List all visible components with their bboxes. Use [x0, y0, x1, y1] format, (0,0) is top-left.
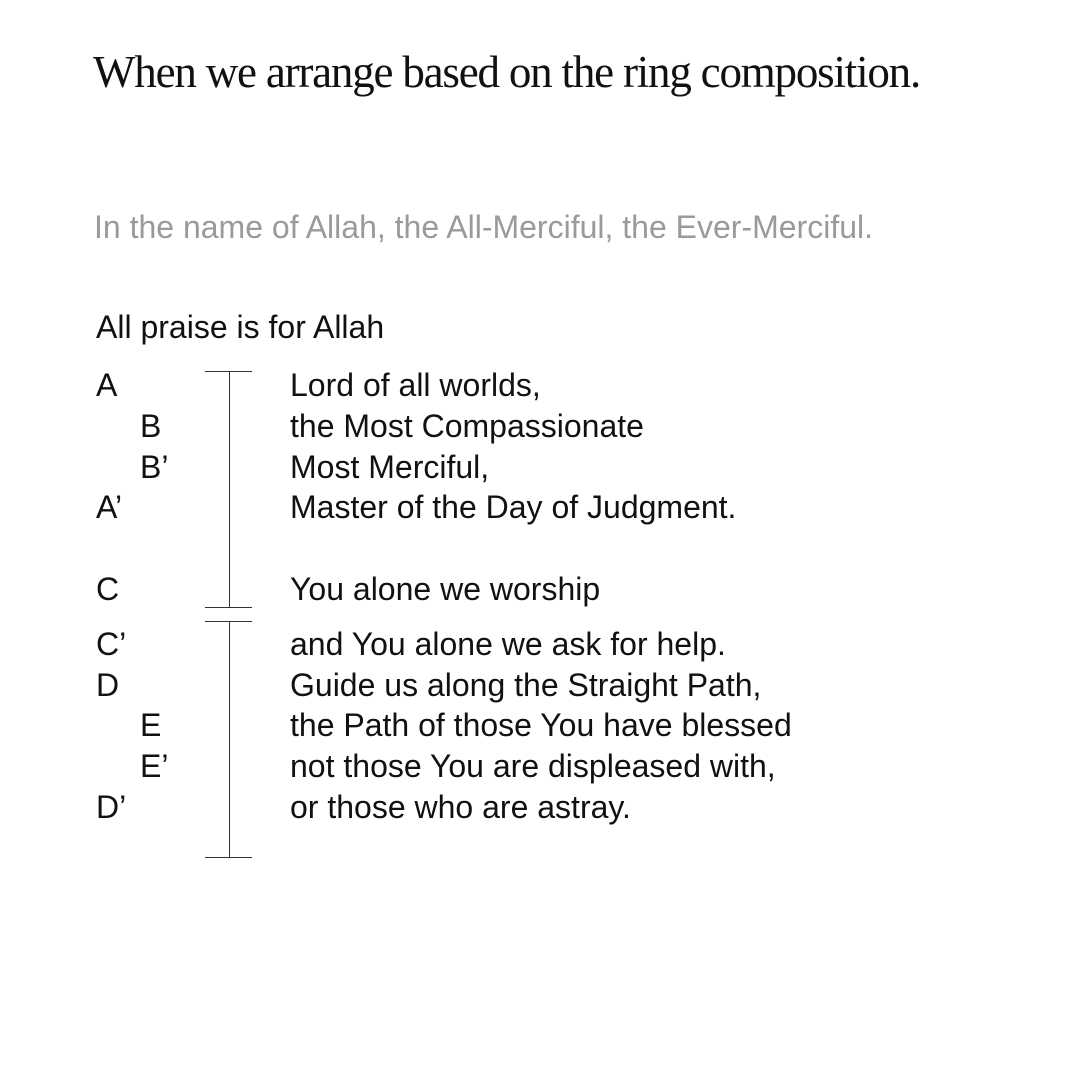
bracket-upper-stem — [229, 371, 230, 607]
row-label-d-prime: D’ — [96, 789, 127, 825]
verse-e-prime: not those You are displeased with, — [290, 748, 776, 784]
verse-b-prime: Most Merciful, — [290, 449, 490, 485]
basmala-text: In the name of Allah, the All-Merciful, the Ever-Merciful. — [94, 209, 873, 245]
verse-c: You alone we worship — [290, 571, 601, 607]
verse-d-prime: or those who are astray. — [290, 789, 631, 825]
verse-a: Lord of all worlds, — [290, 367, 541, 403]
row-label-c: C — [96, 571, 120, 607]
bracket-lower-stem — [229, 621, 230, 857]
page-title: When we arrange based on the ring composition. — [93, 47, 921, 97]
row-label-e-prime: E’ — [140, 748, 169, 784]
bracket-bottom-cap — [205, 857, 252, 858]
row-label-a: A — [96, 367, 118, 403]
intro-line: All praise is for Allah — [96, 309, 385, 345]
bracket-middle-cap-upper — [205, 607, 252, 608]
row-label-e: E — [140, 707, 162, 743]
verse-d: Guide us along the Straight Path, — [290, 667, 762, 703]
row-label-b-prime: B’ — [140, 449, 169, 485]
row-label-b: B — [140, 408, 162, 444]
verse-e: the Path of those You have blessed — [290, 707, 792, 743]
verse-a-prime: Master of the Day of Judgment. — [290, 489, 737, 525]
verse-b: the Most Compassionate — [290, 408, 644, 444]
row-label-c-prime: C’ — [96, 626, 127, 662]
row-label-d: D — [96, 667, 120, 703]
row-label-a-prime: A’ — [96, 489, 123, 525]
verse-c-prime: and You alone we ask for help. — [290, 626, 726, 662]
